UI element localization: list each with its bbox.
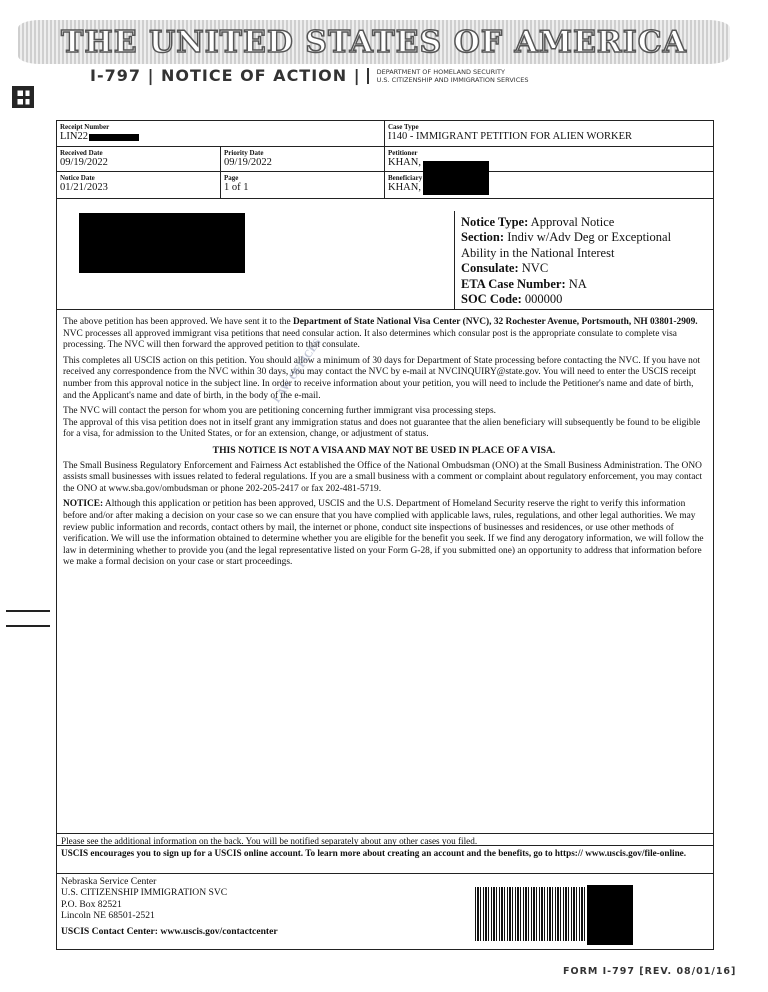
address-line-2: U.S. CITIZENSHIP IMMIGRATION SVC — [61, 887, 228, 899]
page-cell — [221, 172, 385, 199]
fold-mark — [6, 625, 50, 627]
petitioner-value: KHAN, — [388, 157, 421, 168]
form-title: I-797 | NOTICE OF ACTION | — [90, 66, 361, 85]
address-line-3: P.O. Box 82521 — [61, 898, 122, 910]
dept-line-1: DEPARTMENT OF HOMELAND SECURITY — [376, 67, 505, 76]
received-date-label: Received Date — [60, 149, 103, 157]
notice-info-box — [454, 211, 713, 309]
consulate-value: NVC — [521, 261, 549, 276]
notice-date-value: 01/21/2023 — [60, 182, 108, 193]
section-line — [461, 230, 707, 261]
case-type-label: Case Type — [388, 123, 419, 131]
redaction-block — [423, 161, 489, 195]
dept-line-2: U.S. CITIZENSHIP AND IMMIGRATION SERVICES — [376, 75, 529, 84]
case-type-cell — [385, 121, 713, 147]
paragraph-nvc-contact: The NVC will contact the person for whom you are petitioning concerning further immigrant visa processing steps. — [63, 406, 496, 417]
p1-text: The above petition has been approved. We have sent it to the — [63, 317, 293, 327]
section-value: Indiv w/Adv Deg or Exceptional Ability in the National Interest — [461, 230, 672, 260]
address-redaction-block — [79, 213, 245, 273]
priority-date-cell — [221, 147, 385, 172]
eta-label: ETA Case Number: — [461, 276, 566, 291]
divider — [57, 309, 713, 310]
soc-line — [461, 292, 707, 307]
notice-body — [63, 317, 705, 573]
notice-date-cell — [57, 172, 221, 199]
paragraph-nvc — [63, 317, 705, 352]
fold-mark — [6, 610, 50, 612]
notice-label: NOTICE: — [63, 499, 104, 510]
online-account-note: USCIS encourages you to sign up for a USCIS online account. To learn more about creating an account and the benefits, go to https:// www.uscis.gov/file-online. — [57, 845, 713, 861]
consulate-label: Consulate: — [461, 261, 519, 276]
notice-date-label: Notice Date — [60, 174, 95, 182]
address-line-1: Nebraska Service Center — [61, 876, 157, 887]
beneficiary-label: Beneficiary — [388, 174, 423, 182]
paragraph-notice — [63, 499, 705, 569]
received-date-value: 09/19/2022 — [60, 157, 108, 168]
form-subheader — [90, 66, 528, 85]
form-number: FORM I-797 [REV. 08/01/16] — [563, 966, 737, 977]
priority-date-label: Priority Date — [224, 149, 264, 157]
soc-value: 000000 — [524, 292, 563, 307]
section-label: Section: — [461, 230, 505, 245]
eta-line — [461, 277, 707, 292]
beneficiary-value: KHAN, — [388, 182, 421, 193]
paragraph-processing: This completes all USCIS action on this petition. You should allow a minimum of 30 days for Department of State processing before contacting the NVC. If you have not received any correspondence from the NVC within 30 days, you may contact the NVC by e-mail at NVCINQUIRY@state.gov. You will need to enter the USCIS receipt number from this approval notice in the subject line. In order to receive information about your petition, you will need to include the Petitioner's name and date of birth, and the Applicant's name and date of birth, in the body of the e-mail. — [63, 355, 701, 401]
received-date-cell — [57, 147, 221, 172]
law-office-stamp: LAW OFFICES — [270, 336, 324, 405]
receipt-number-label: Receipt Number — [60, 123, 110, 131]
nvc-address: Department of State National Visa Center (NVC), 32 Rochester Avenue, Portsmouth, NH 03801-2909. — [293, 317, 698, 327]
paragraph-ombudsman: The Small Business Regulatory Enforcement and Fairness Act established the Office of the National Ombudsman (ONO) at the Small Business Administration. The ONO assists small businesses with issues related to federal regulations. If you are a small business with a comment or complaint about regulatory enforcement, you may contact the ONO at www.sba.gov/ombudsman or phone 202-205-2417 or fax 202-481-5719. — [63, 460, 703, 494]
eta-value: NA — [568, 276, 587, 291]
header-banner — [18, 20, 730, 64]
notice-type-value: Approval Notice — [530, 215, 615, 229]
banner-text: THE UNITED STATES OF AMERICA — [61, 24, 687, 60]
notice-text: Although this application or petition has been approved, USCIS and the U.S. Department of Homeland Security reserve the right to verify this information before and/or after making a decision on your case so we can ensure that you have complied with applicable laws, rules, regulations, and other legal authorities. We may review public information and records, contact others by mail, the internet or phone, conduct site inspections of businesses and residences, or use other methods of verification. We will use the information obtained to determine whether you are eligible for the benefit you seek. If we find any derogatory information, we will follow the law in determining whether to provide you (and the legal representative listed on your Form G-28, if you submitted one) an opportunity to address that information before we make a formal decision on your case or start proceedings. — [63, 499, 704, 568]
page-value: 1 of 1 — [224, 182, 249, 193]
priority-date-value: 09/19/2022 — [224, 157, 272, 168]
paragraph-approval-scope: The approval of this visa petition does not in itself grant any immigration status and does not guarantee that the alien beneficiary will subsequently be found to be eligible for a visa, for admission to the United States, or for an extension, change, or adjustment of status. — [63, 417, 701, 440]
case-type-value: I140 - IMMIGRANT PETITION FOR ALIEN WORKER — [388, 131, 633, 142]
contact-center: USCIS Contact Center: www.uscis.gov/contactcenter — [61, 925, 278, 937]
p1-text-cont: NVC processes all approved immigrant visa petitions that need consular action. It also determines which consular post is the appropriate consulate to complete visa processing. The NVC will then forward the approved petition to that consulate. — [63, 328, 677, 351]
consulate-line — [461, 261, 707, 276]
back-note: Please see the additional information on the back. You will be notified separately about any other cases you filed. — [57, 833, 713, 849]
notice-type-label: Notice Type: — [461, 215, 529, 229]
notice-type-line — [461, 215, 707, 230]
qr-code-icon — [12, 86, 34, 108]
page-label: Page — [224, 174, 239, 182]
soc-label: SOC Code: — [461, 292, 522, 307]
petitioner-label: Petitioner — [388, 149, 418, 157]
department-block — [367, 68, 529, 84]
address-line-4: Lincoln NE 68501-2521 — [61, 910, 155, 922]
barcode-redaction — [587, 885, 633, 945]
redaction-block — [89, 134, 139, 141]
notice-form — [56, 120, 714, 950]
receipt-number-value: LIN22 — [60, 131, 88, 142]
visa-warning: THIS NOTICE IS NOT A VISA AND MAY NOT BE USED IN PLACE OF A VISA. — [212, 444, 556, 456]
